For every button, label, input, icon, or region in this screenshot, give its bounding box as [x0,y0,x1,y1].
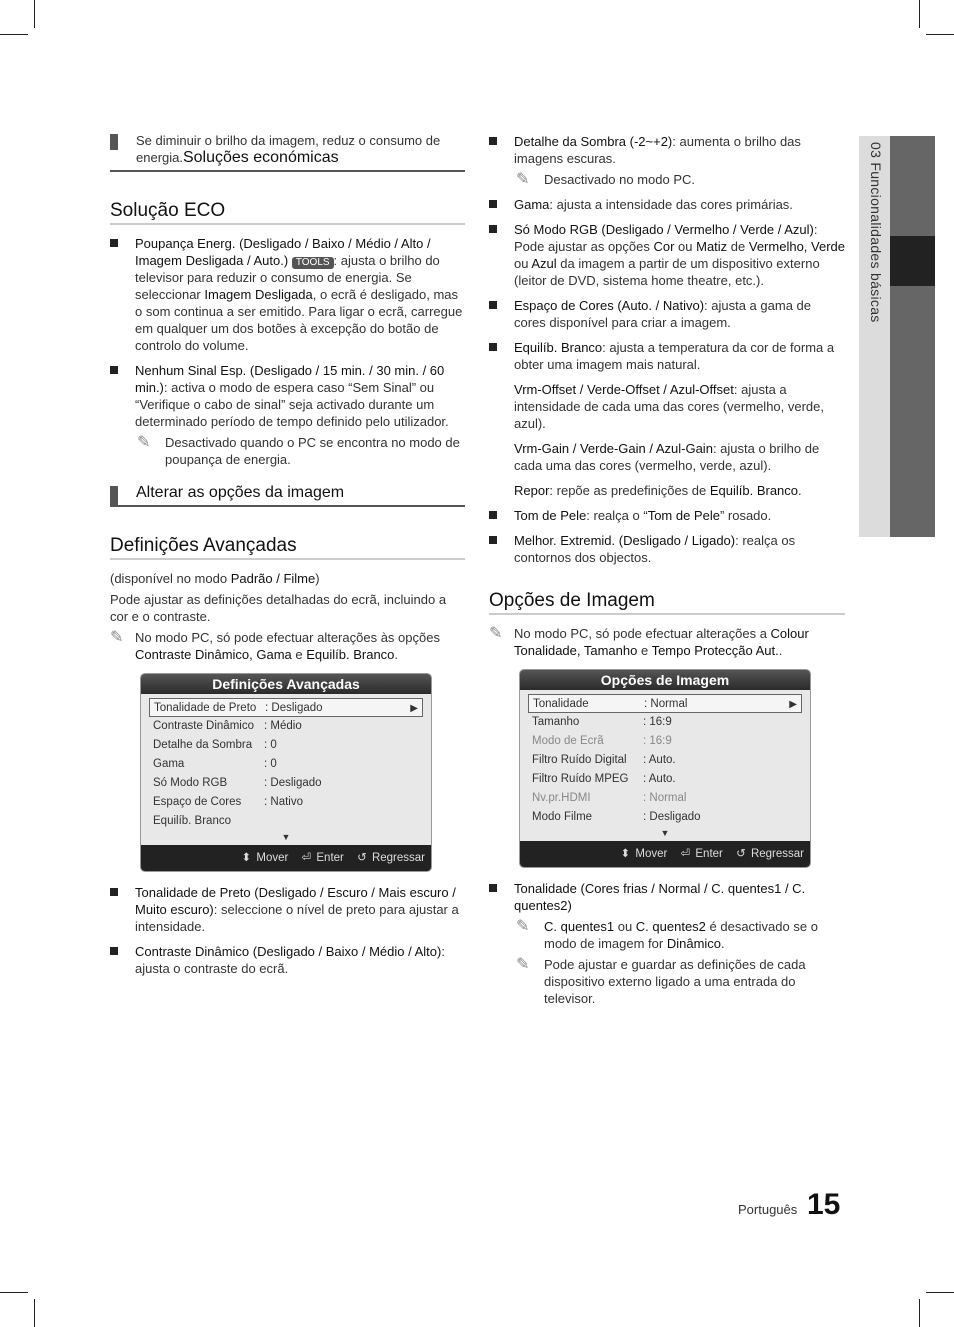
pencil-icon: ✎ [516,171,530,188]
shadow-note: ✎ Desactivado no modo PC. [516,171,696,188]
page-number: 15 [807,1188,841,1221]
osd-row[interactable]: Modo Filme : Desligado [532,811,701,823]
scroll-down-icon: ▼ [281,832,291,842]
bullet-gamma: Gama: ajusta a intensidade das cores primárias. [489,196,845,213]
eco-note: ✎ Desactivado quando o PC se encontra no modo de poupança de energia. [137,434,460,467]
bullet-edge-enhancement: Melhor. Extremid. (Desligado / Ligado): realça os contornos dos objectos. [489,532,845,566]
bullet-tone: Tonalidade (Cores frias / Normal / C. quentes1 / C. quentes2) [489,880,845,914]
enter-icon: ⏎ [301,852,312,864]
eco-bullet-no-signal: Nenhum Sinal Esp. (Desligado / 15 min. / 30 min. / 60 min.): activa o modo de espera caso “Sem Sinal” ou “Verifique o cabo de sinal” seja activado durante um determinado período de tempo definido pelo utilizador. [110,362,465,430]
bullet-white-balance: Equilíb. Branco: ajusta a temperatura da cor de forma a obter uma imagem mais natural. [489,339,845,373]
crop-mark [34,0,35,28]
osd-row[interactable]: Espaço de Cores : Nativo [153,796,303,808]
osd-row[interactable]: Tonalidade de Preto : Desligado ▶ [149,698,423,717]
side-tab-bar [890,136,935,537]
bullet-rgb-mode: Só Modo RGB (Desligado / Vermelho / Verde / Azul): Pode ajustar as opções Cor ou Matiz de Vermelho, Verde ou Azul da imagem a partir de um dispositivo externo (leitor de DVD, sistema home theatre, etc.). [489,221,845,289]
eco-title: Solução ECO [110,202,465,225]
updown-icon: ⬍ [241,852,252,864]
white-balance-reset: Repor: repõe as predefinições de Equilíb. Branco. [514,483,802,498]
bullet-shadow-detail: Detalhe da Sombra (-2~+2): aumenta o brilho das imagens escuras. [489,133,845,167]
crop-mark [926,34,954,35]
crop-mark [926,1292,954,1293]
left-column [110,130,465,985]
osd-row: Modo de Ecrã : 16:9 [532,735,672,747]
crop-mark [919,0,920,28]
tone-note-2: ✎ Pode ajustar e guardar as definições de cada dispositivo externo ligado a uma entrada do televisor. [516,956,806,1006]
advanced-description: Pode ajustar as definições detalhadas do ecrã, incluindo a cor e o contraste. [110,592,447,624]
right-column [489,130,845,1011]
crop-mark [0,34,28,35]
bullet-black-tone: Tonalidade de Preto (Desligado / Escuro / Mais escuro / Muito escuro): seleccione o nível de preto para ajustar a intensidade. [110,884,465,935]
osd-row: Nv.pr.HDMI : Normal [532,792,687,804]
osd-row[interactable]: Tonalidade : Normal ▶ [528,694,802,713]
white-balance-offset: Vrm-Offset / Verde-Offset / Azul-Offset: ajusta a intensidade de cada uma das cores (vermelho, verde, azul). [514,382,825,431]
footer-language: Português [738,1202,798,1217]
picture-options-note: ✎ No modo PC, só pode efectuar alterações a Colour Tonalidade, Tamanho e Tempo Protecção Aut.. [489,625,809,658]
picture-options-title: Opções de Imagem [489,592,845,615]
eco-bullet-power-saving: Poupança Energ. (Desligado / Baixo / Médio / Alto / Imagem Desligada / Auto.) TOOLS : ajusta o brilho do televisor para reduzir o consumo de energia. Se seleccionar Imagem Desligada, o ecrã é desligado, mas o som continua a ser emitido. Para ligar o ecrã, carregue em qualquer um dos botões à excepção do botão de controlo do volume. [110,235,465,354]
osd-footer: ⬍ Mover ⏎ Enter ↺ Regressar [520,841,810,867]
pencil-icon: ✎ [110,629,124,646]
bullet-dynamic-contrast: Contraste Dinâmico (Desligado / Baixo / Médio / Alto): ajusta o contraste do ecrã. [110,943,465,977]
pencil-icon: ✎ [137,434,151,451]
osd-row[interactable]: Filtro Ruído MPEG : Auto. [532,773,676,785]
osd-title: Opções de Imagem [520,670,810,690]
top-note: Se diminuir o brilho da imagem, reduz o consumo de energia.Soluções económicas [110,130,465,172]
picture-options-osd [519,669,811,868]
chapter-side-tab [859,136,890,537]
advanced-title: Definições Avançadas [110,537,465,560]
bullet-skin-tone: Tom de Pele: realça o “Tom de Pele” rosado. [489,507,845,524]
sub-heading: Alterar as opções da imagem [110,484,465,507]
bullet-color-space: Espaço de Cores (Auto. / Nativo): ajusta a gama de cores disponível para criar a imagem. [489,297,845,331]
top-note-heading: Soluções económicas [182,149,339,166]
enter-icon: ⏎ [680,848,691,860]
return-icon: ↺ [736,848,746,860]
osd-row[interactable]: Tamanho : 16:9 [532,716,672,728]
crop-mark [0,1292,28,1293]
osd-row[interactable]: Contraste Dinâmico : Médio [153,720,302,732]
pencil-icon: ✎ [516,956,530,973]
advanced-settings-osd [140,673,432,872]
advanced-availability: (disponível no modo Padrão / Filme) [110,571,320,586]
return-icon: ↺ [357,852,367,864]
osd-row[interactable]: Gama : 0 [153,758,277,770]
tools-badge: TOOLS [292,257,334,269]
osd-row[interactable]: Filtro Ruído Digital : Auto. [532,754,676,766]
side-tab-marker [890,236,935,286]
white-balance-gain: Vrm-Gain / Verde-Gain / Azul-Gain: ajusta o brilho de cada uma das cores (vermelho, verde, azul). [514,441,820,473]
osd-footer: ⬍ Mover ⏎ Enter ↺ Regressar [141,845,431,871]
osd-row[interactable]: Só Modo RGB : Desligado [153,777,322,789]
pencil-icon: ✎ [489,625,503,642]
scroll-down-icon: ▼ [660,828,670,838]
updown-icon: ⬍ [620,848,631,860]
crop-mark [34,1299,35,1327]
crop-mark [919,1299,920,1327]
arrow-right-icon: ▶ [789,699,797,710]
tone-note-1: ✎ C. quentes1 ou C. quentes2 é desactivado se o modo de imagem for Dinâmico. [516,918,818,951]
arrow-right-icon: ▶ [410,703,418,714]
chapter-label: 03 Funcionalidades básicas [868,142,884,323]
osd-row[interactable]: Detalhe da Sombra : 0 [153,739,277,751]
osd-title: Definições Avançadas [141,674,431,694]
osd-row[interactable]: Equilíb. Branco [153,815,231,827]
pencil-icon: ✎ [516,918,530,935]
advanced-note: ✎ No modo PC, só pode efectuar alterações às opções Contraste Dinâmico, Gama e Equilíb. Branco. [110,629,440,662]
